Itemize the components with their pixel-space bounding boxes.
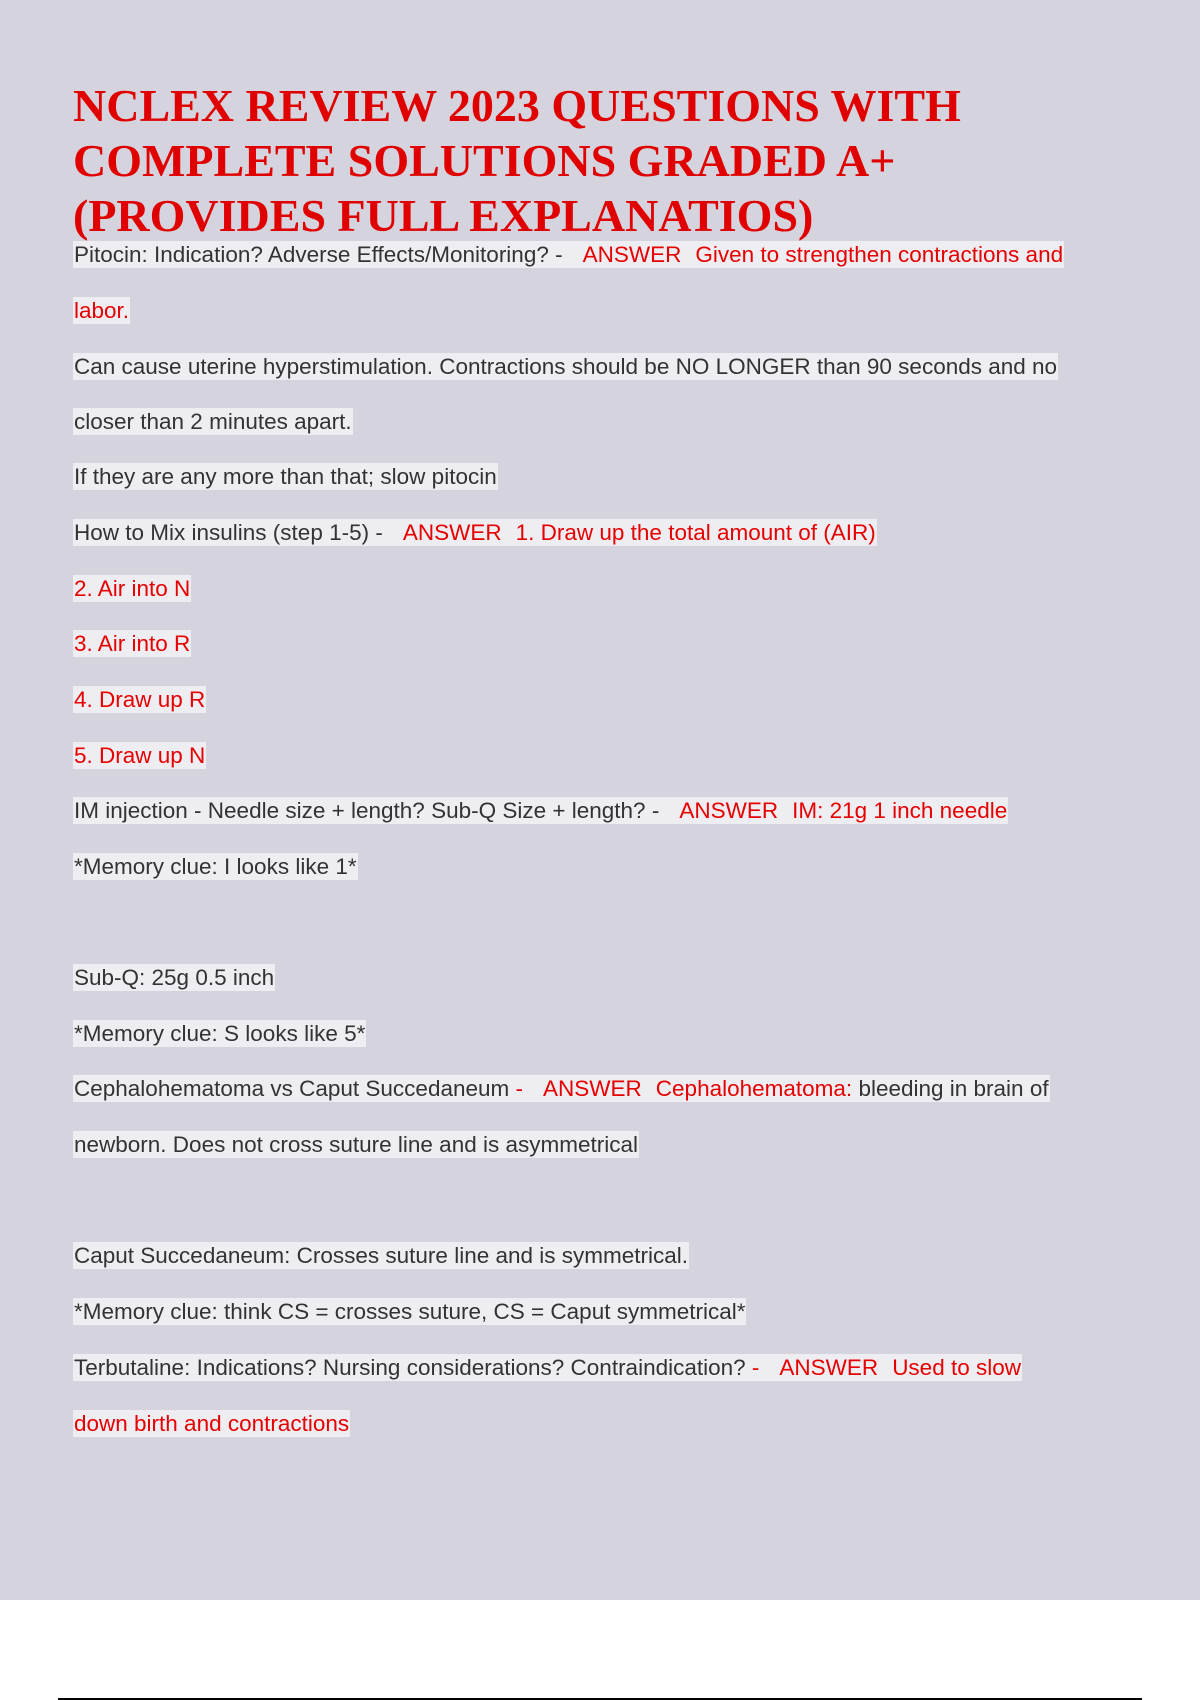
answer-text: 2. Air into N [74, 576, 191, 601]
question-im-injection [73, 796, 1008, 826]
answer-continuation [73, 296, 130, 326]
answer-text: Can cause uterine hyperstimulation. Contractions should be NO LONGER than 90 seconds and no [74, 354, 1058, 379]
question-text: Cephalohematoma vs Caput Succedaneum [74, 1076, 510, 1101]
answer-text: Caput Succedaneum: Crosses suture line and is symmetrical. [74, 1243, 689, 1268]
caput-succedaneum [73, 1241, 689, 1271]
answer-text: Used to slow [892, 1355, 1021, 1380]
subq-size [73, 963, 275, 993]
question-mix-insulins [73, 518, 877, 548]
question-terbutaline [73, 1353, 1022, 1383]
answer-text: down birth and contractions [74, 1411, 350, 1436]
insulin-step-5 [73, 741, 206, 771]
answer-line [73, 1130, 639, 1160]
question-cephalohematoma [73, 1074, 1050, 1104]
answer-text: Given to strengthen contractions and [695, 242, 1064, 267]
memory-clue-cs [73, 1297, 746, 1327]
question-text: IM injection - Needle size + length? Sub-Q Size + length? - [74, 798, 660, 823]
insulin-step-2 [73, 574, 191, 604]
answer-text: 3. Air into R [74, 631, 191, 656]
answer-label: ANSWER [543, 1076, 642, 1101]
answer-line [73, 462, 498, 492]
answer-text: closer than 2 minutes apart. [74, 409, 352, 434]
insulin-step-4 [73, 685, 206, 715]
answer-text: 5. Draw up N [74, 743, 206, 768]
answer-label: ANSWER [779, 1355, 879, 1380]
question-text: Pitocin: Indication? Adverse Effects/Monitoring? - [74, 242, 563, 267]
question-pitocin [73, 240, 1064, 270]
document-title: NCLEX REVIEW 2023 QUESTIONS WITH COMPLETE SOLUTIONS GRADED A+ (PROVIDES FULL EXPLANATIOS) [73, 80, 961, 241]
answer-line [73, 407, 353, 437]
answer-text: bleeding in brain of [858, 1076, 1049, 1101]
answer-text: labor. [74, 298, 130, 323]
answer-text: *Memory clue: think CS = crosses suture, CS = Caput symmetrical* [74, 1299, 746, 1324]
answer-text: Sub-Q: 25g 0.5 inch [74, 965, 275, 990]
answer-label: ANSWER [582, 242, 682, 267]
question-dash: - [751, 1355, 760, 1380]
answer-line [73, 352, 1058, 382]
insulin-step-3 [73, 629, 191, 659]
answer-text: If they are any more than that; slow pitocin [74, 464, 497, 489]
memory-clue-im [73, 852, 358, 882]
answer-text: *Memory clue: S looks like 5* [74, 1021, 366, 1046]
answer-text: newborn. Does not cross suture line and is asymmetrical [74, 1132, 638, 1157]
answer-term: Cephalohematoma: [655, 1076, 853, 1101]
question-text: Terbutaline: Indications? Nursing considerations? Contraindication? [74, 1355, 746, 1380]
question-dash: - [515, 1076, 524, 1101]
answer-label: ANSWER [679, 798, 779, 823]
answer-continuation [73, 1409, 350, 1439]
answer-text: 4. Draw up R [74, 687, 206, 712]
answer-text: *Memory clue: I looks like 1* [74, 854, 357, 879]
answer-text: IM: 21g 1 inch needle [792, 798, 1008, 823]
answer-text: 1. Draw up the total amount of (AIR) [515, 520, 876, 545]
answer-label: ANSWER [402, 520, 502, 545]
question-text: How to Mix insulins (step 1-5) - [74, 520, 383, 545]
memory-clue-subq [73, 1019, 366, 1049]
